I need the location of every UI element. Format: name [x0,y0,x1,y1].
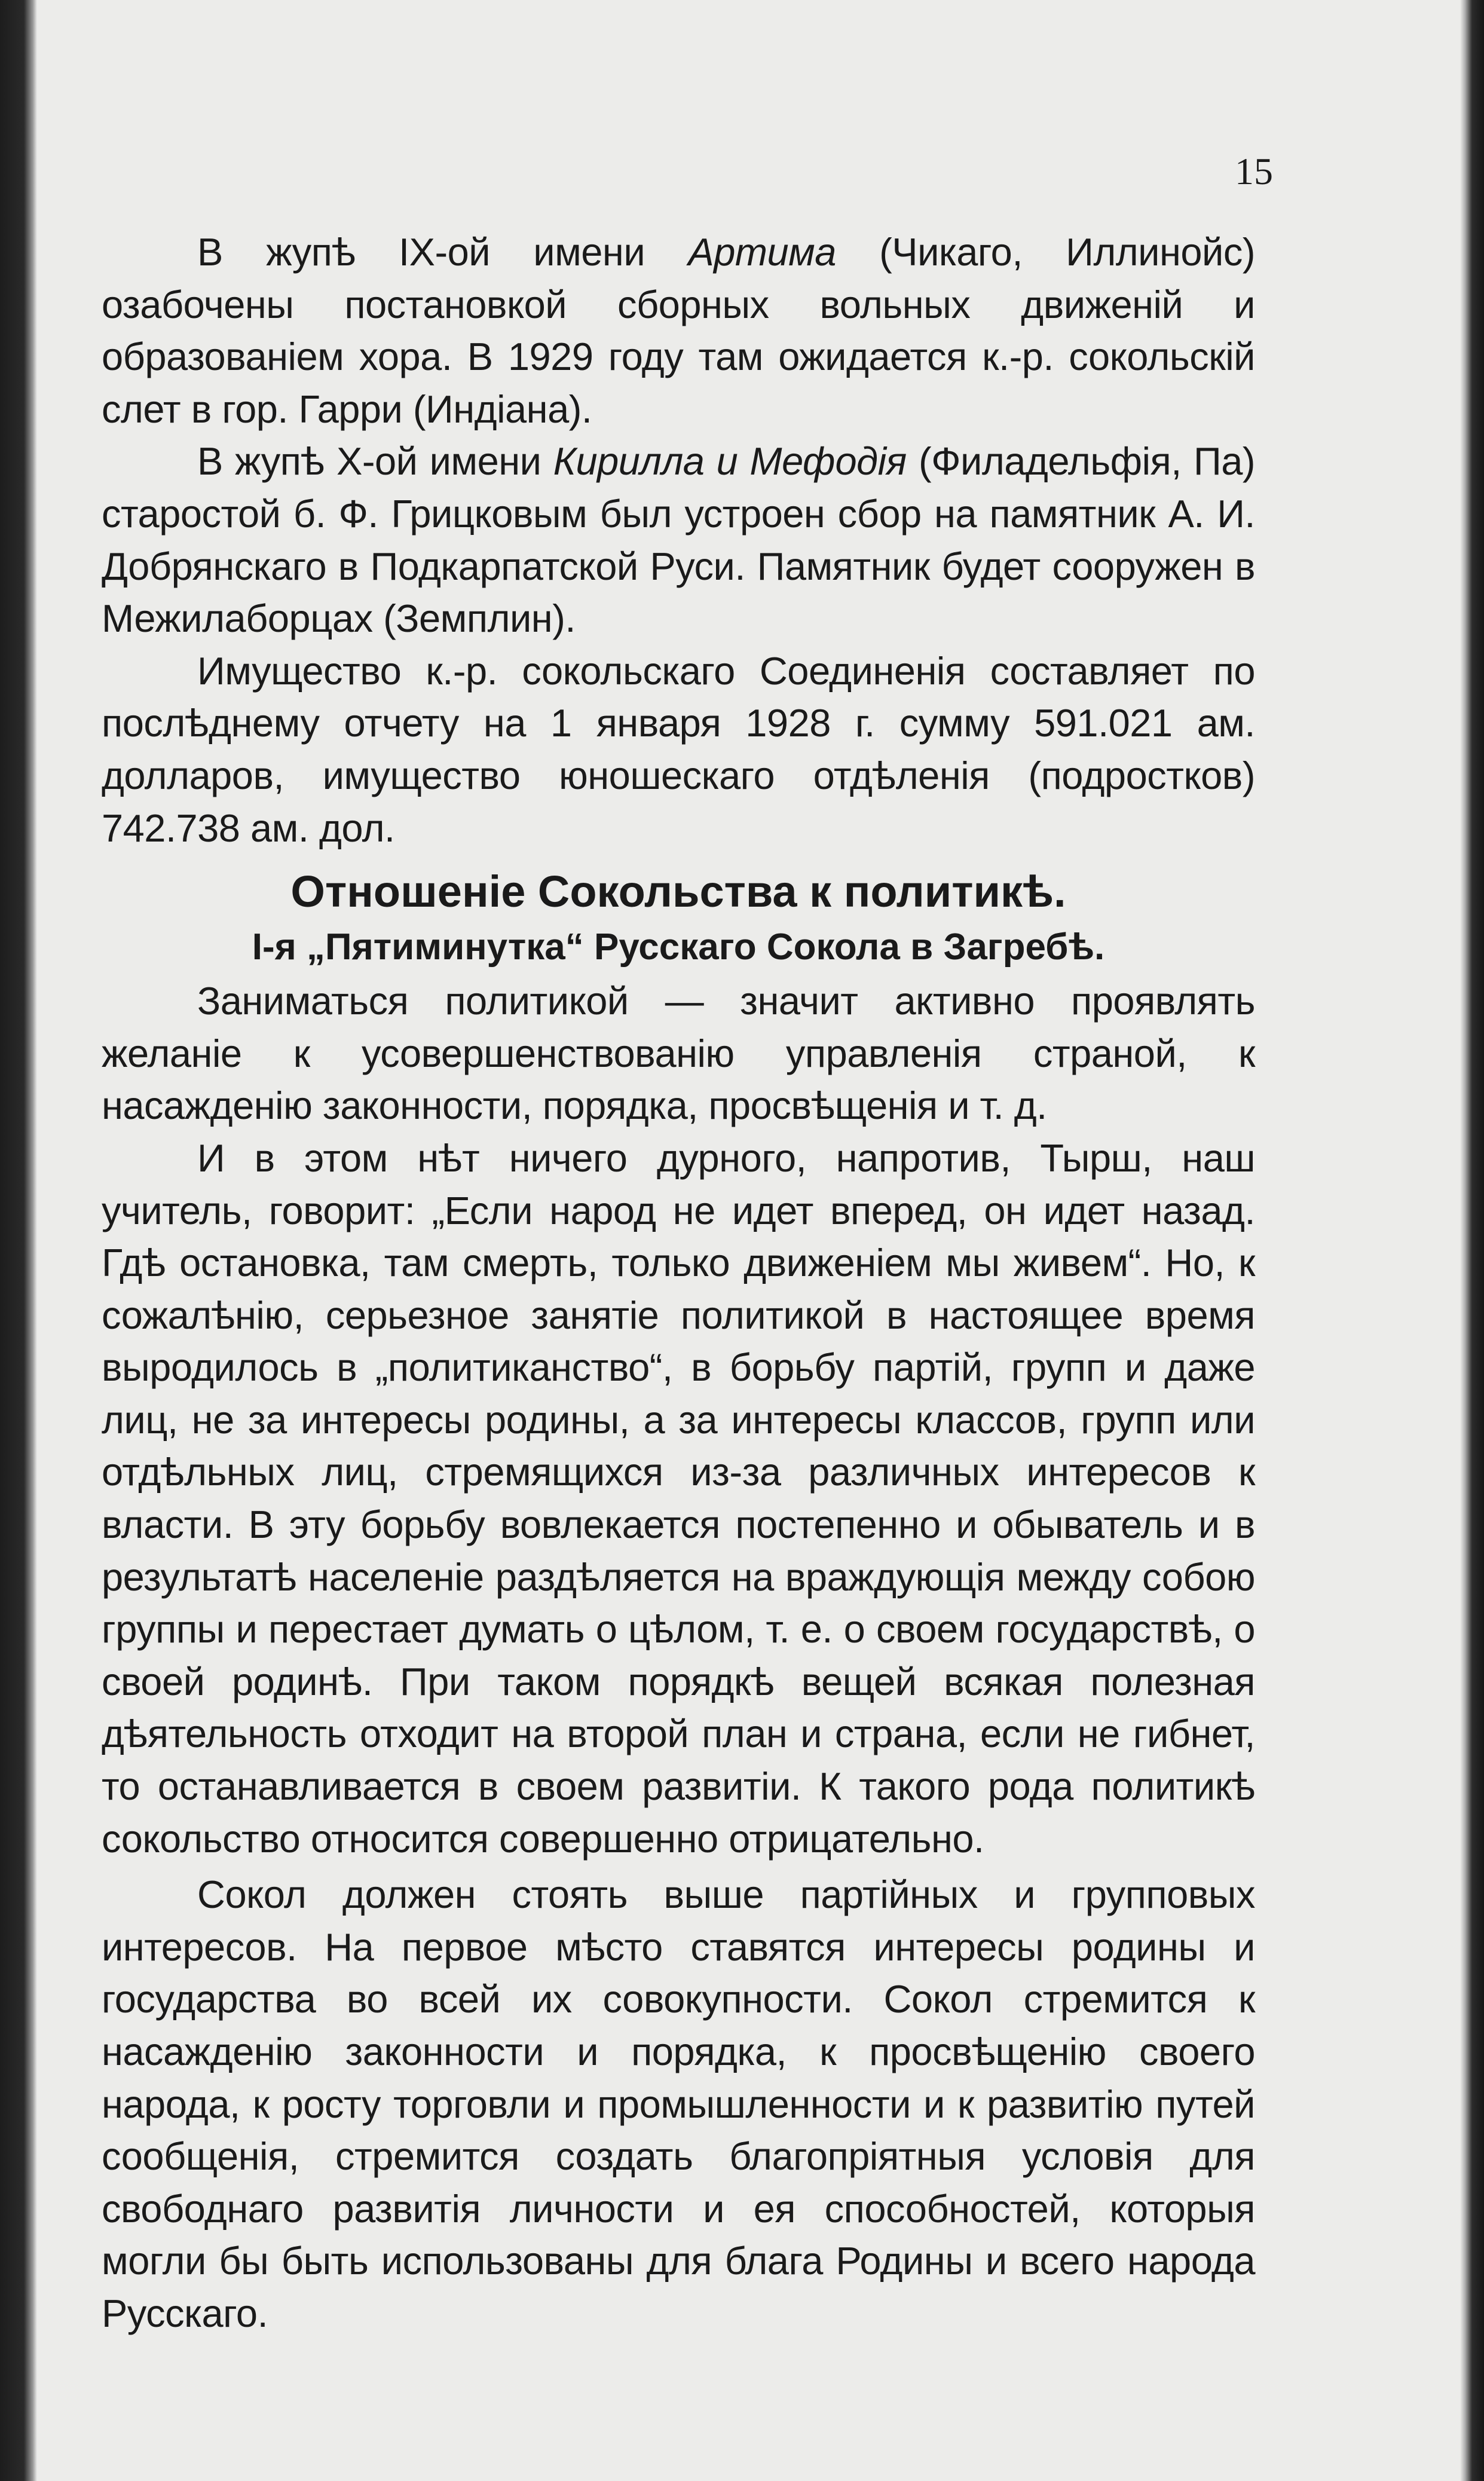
paragraph-2-italic: Кирилла и Мефодія [553,439,907,484]
scan-edge-left [0,0,37,2481]
page-number: 15 [1235,150,1273,192]
paragraph-3-text-a: Имущество к.-р. сокольскаго Соединенія составляет по послѣднему отчету на 1 января 1928 г. сумму 591.021 ам. долларов, имущество юношескаго отдѣленія (подростков) 742.738 ам. дол. [102,648,1255,850]
scan-edge-right [1460,0,1484,2481]
paragraph-3 [102,645,1255,854]
paragraph-1-text-a: В жупѣ IX-ой имени [197,230,689,274]
paragraph-2-text-a: В жупѣ X-ой имени [197,439,553,484]
paragraph-1-italic: Артима [688,230,836,274]
body-text [102,226,1255,2340]
paragraph-2-text-b: (Филадельфія, Па) старостой б. Ф. Грицковым был устроен сбор на памятник А. И. Добрянскаго в Подкарпатской Руси. Памятник будет сооружен в Межилаборцах (Земплин). [102,439,1255,641]
paragraph-5: И в этом нѣт ничего дурного, напротив, Тырш, наш учитель, говорит: „Если народ не идет вперед, он идет назад. Гдѣ остановка, там смерть, только движеніем мы живем“. Но, к сожалѣнію, серьезное занятіе политикой в настоящее время выродилось в „политиканство“, в борьбу партій, групп и даже лиц, не за интересы родины, а за интересы классов, групп или отдѣльных лиц, стремящихся из-за различных интересов к власти. В эту борьбу вовлекается постепенно и обыватель и в результатѣ населеніе раздѣляется на враждующія между собою группы и перестает думать о цѣлом, т. е. о своем государствѣ, о своей родинѣ. При таком порядкѣ вещей всякая полезная дѣятельность отходит на второй план и страна, если не гибнет, то останавливается в своем развитіи. К такого рода политикѣ сокольство относится совершенно отрицательно. [102,1136,1255,1861]
paragraph-4: Заниматься политикой — значит активно проявлять желаніе к усовершенствованію управленія страной, к насажденію законности, порядка, просвѣщенія и т. д. [102,979,1255,1128]
paragraph-2 [102,435,1255,644]
section-subheading: I-я „Пятиминутка“ Русскаго Сокола в Загребѣ. [252,926,1105,968]
paragraph-1-text-b: (Чикаго, Иллинойс) озабочены постановкой сборных вольных движеній и образованіем хора. В 1929 году там ожидается к.-р. сокольскій слет в гор. Гарри (Индіана). [102,230,1255,431]
paragraph-1 [102,226,1255,435]
section-heading: Отношеніе Сокольства к политикѣ. [290,867,1066,917]
paragraph-6: Сокол должен стоять выше партійных и групповых интересов. На первое мѣсто ставятся интересы родины и государства во всей их совокупности. Сокол стремится к насажденію законности и порядка, к просвѣщенію своего народа, к росту торговли и промышленности и к развитію путей сообщенія, стремится создать благопріятныя условія для свободнаго развитія личности и ея способностей, которыя могли бы быть использованы для блага Родины и всего народа Русскаго. [102,1873,1255,2335]
